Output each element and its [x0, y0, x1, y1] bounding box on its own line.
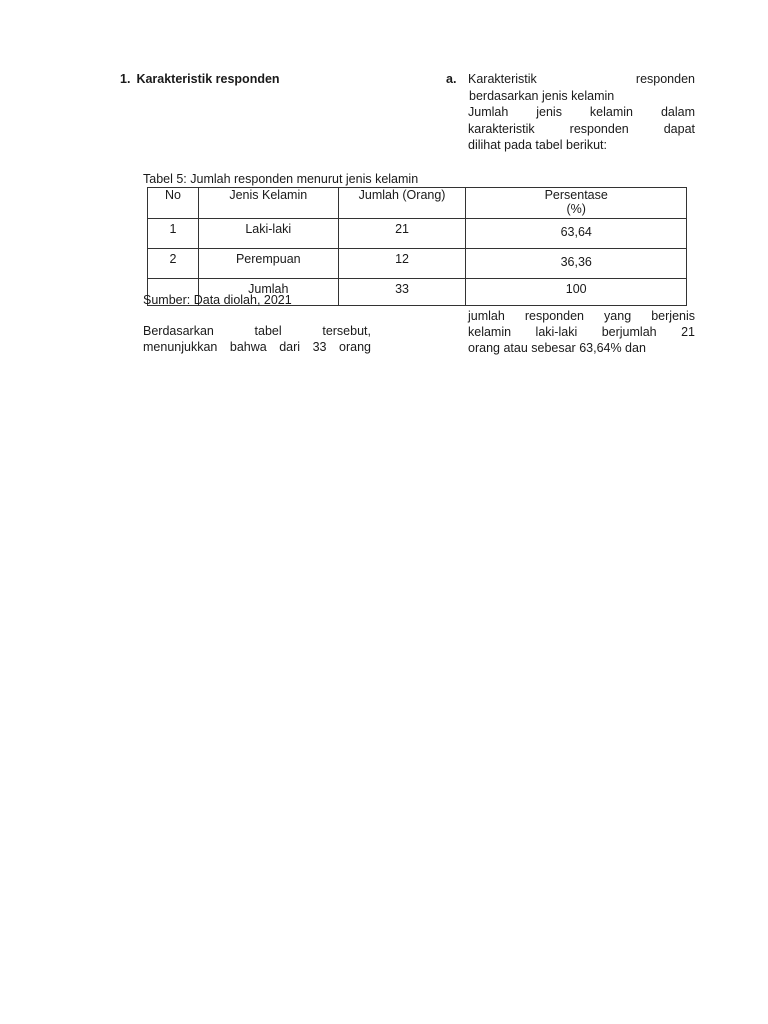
subsection-title-line: Karakteristik responden — [468, 72, 695, 86]
table-source: Sumber: Data diolah, 2021 — [143, 293, 292, 307]
table-caption: Tabel 5: Jumlah responden menurut jenis kelamin — [143, 172, 419, 186]
cell-gender: Laki-laki — [198, 219, 338, 249]
header-percentage-label: Persentase — [544, 188, 608, 202]
cell-total-count: 33 — [338, 279, 466, 306]
section-heading — [120, 72, 280, 86]
cell-count: 12 — [338, 249, 466, 279]
cell-percentage: 63,64 — [466, 219, 687, 249]
paragraph-line: jumlah responden yang berjenis — [468, 309, 695, 323]
header-percentage-unit: (%) — [566, 202, 586, 216]
section-number: 1. — [120, 72, 131, 86]
cell-percentage: 36,36 — [466, 249, 687, 279]
cell-gender: Perempuan — [198, 249, 338, 279]
cell-count: 21 — [338, 219, 466, 249]
cell-total-label: Jumlah — [198, 279, 338, 306]
paragraph-line: menunjukkan bahwa dari 33 orang — [143, 340, 371, 354]
intro-line: Jumlah jenis kelamin dalam — [468, 105, 695, 119]
subsection-title-line: berdasarkan jenis kelamin — [469, 88, 615, 103]
table-header-row — [148, 188, 687, 219]
cell-total-percentage: 100 — [466, 279, 687, 306]
paragraph-line: kelamin laki-laki berjumlah 21 — [468, 325, 695, 339]
header-gender: Jenis Kelamin — [198, 188, 338, 219]
header-no: No — [148, 188, 199, 219]
cell-no: 2 — [148, 249, 199, 279]
paragraph-line: Berdasarkan tabel tersebut, — [143, 324, 371, 338]
intro-line: dilihat pada tabel berikut: — [468, 138, 607, 152]
section-title: Karakteristik responden — [136, 72, 280, 86]
intro-line: karakteristik responden dapat — [468, 121, 695, 136]
left-paragraph — [143, 323, 371, 355]
cell-no: 1 — [148, 219, 199, 249]
paragraph-line: orang atau sebesar 63,64% dan — [468, 341, 646, 355]
table-row — [148, 249, 687, 279]
respondent-gender-table — [147, 187, 687, 306]
table-row — [148, 219, 687, 249]
subsection-intro — [468, 104, 695, 154]
header-percentage — [466, 188, 687, 219]
subsection-title — [468, 71, 695, 104]
right-paragraph — [468, 308, 695, 356]
subsection-letter: a. — [446, 72, 457, 86]
header-count: Jumlah (Orang) — [338, 188, 466, 219]
